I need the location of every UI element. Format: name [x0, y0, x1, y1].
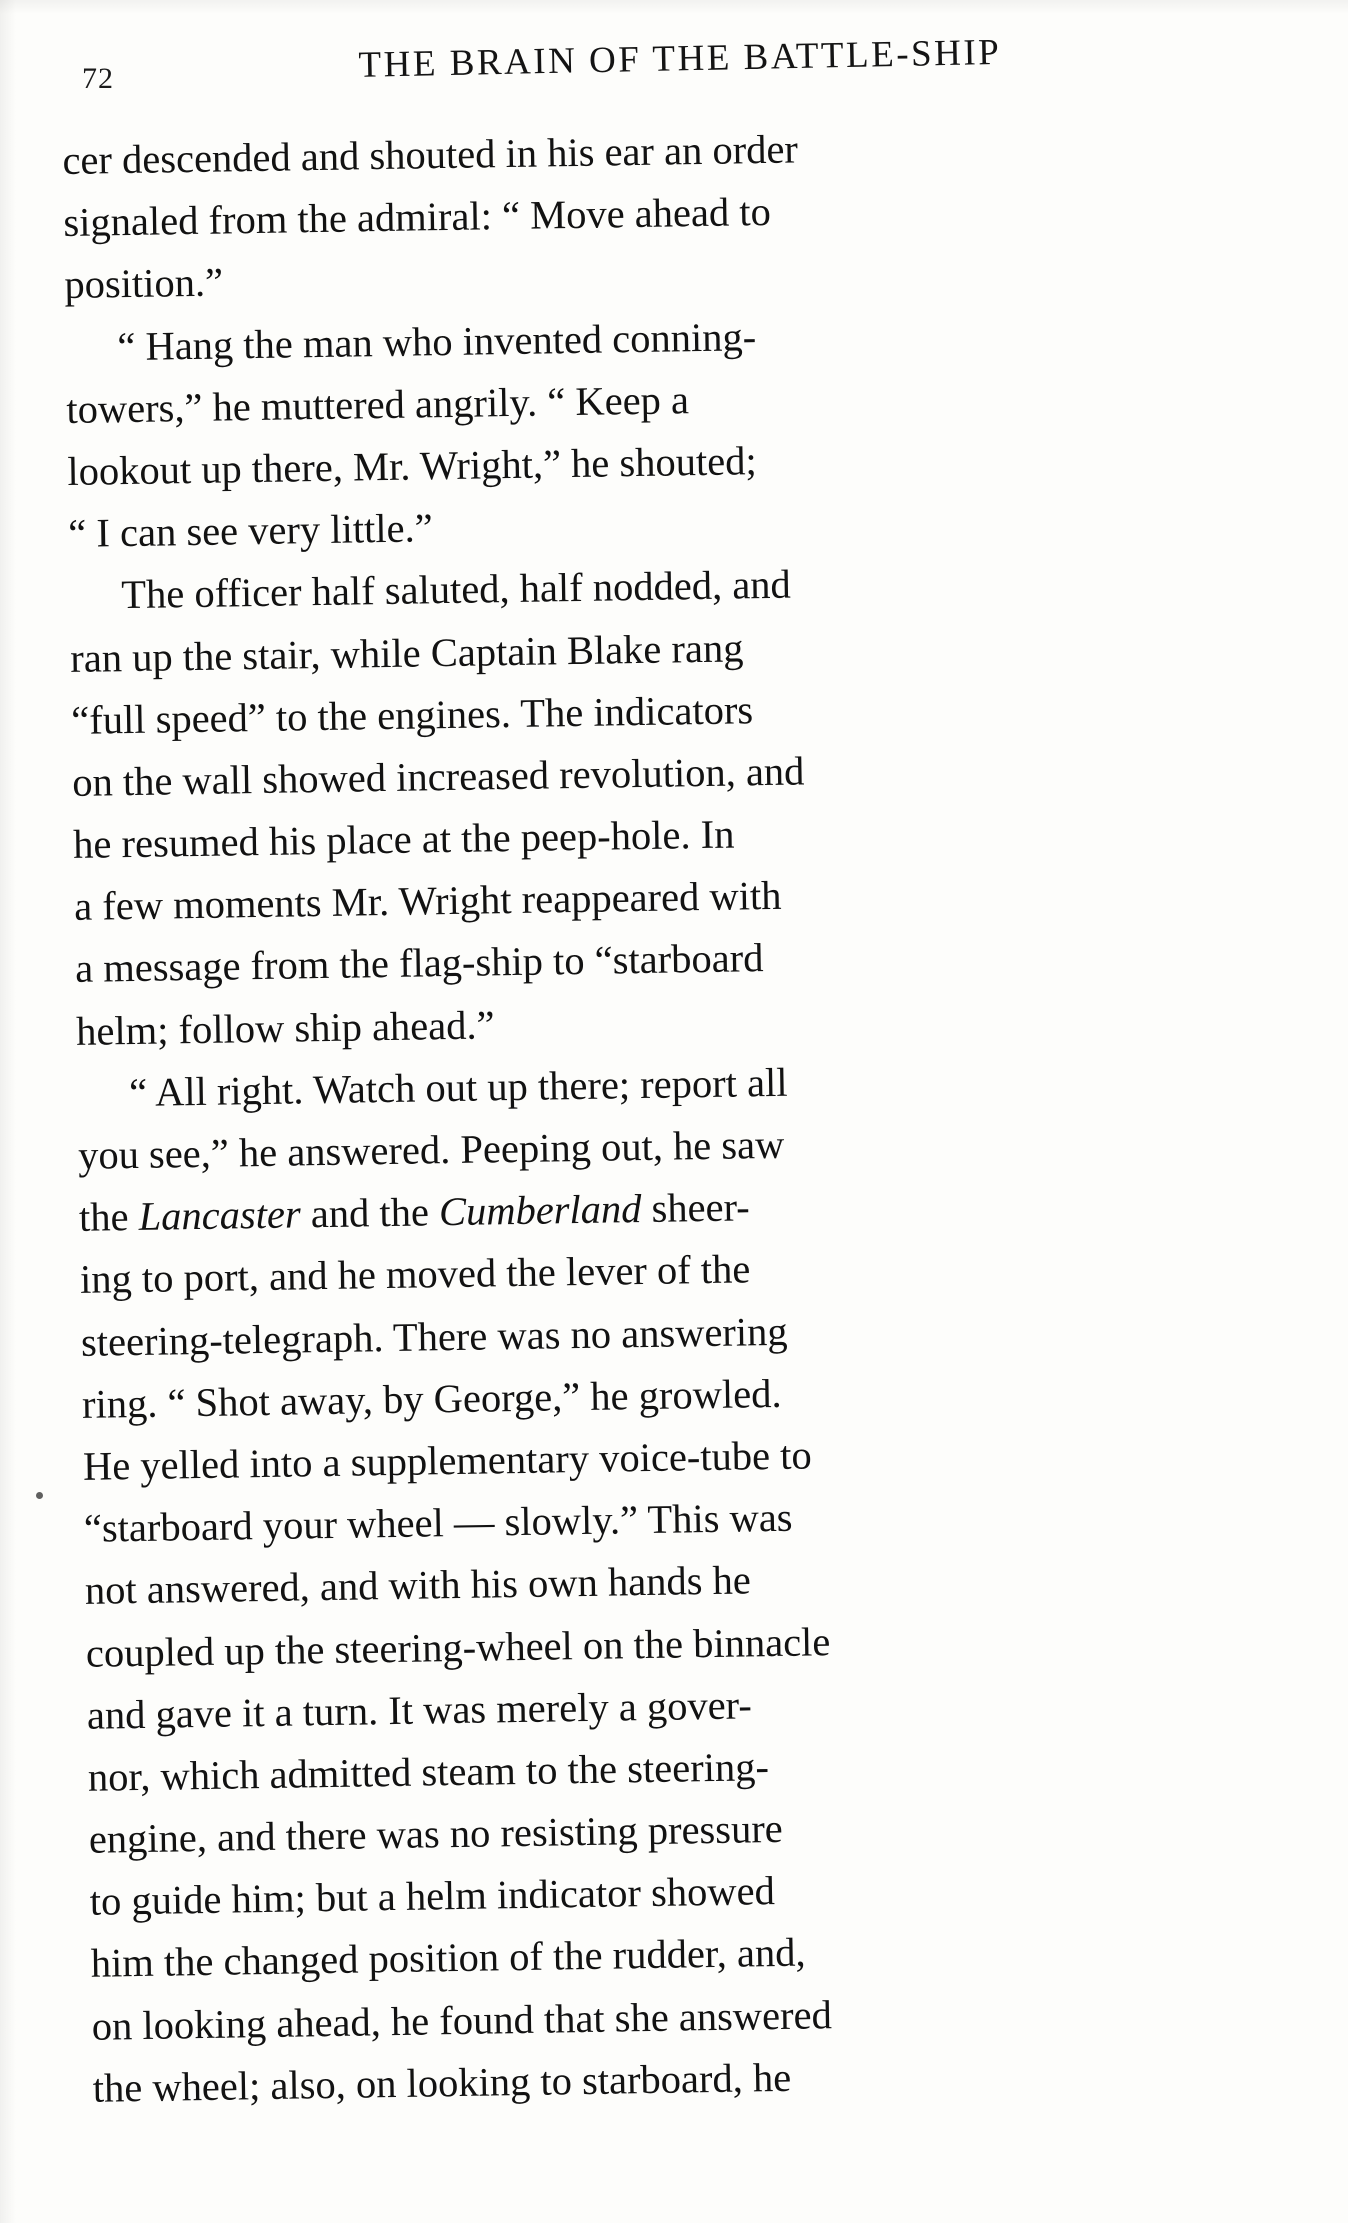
text-line: the wheel; also, on looking to starboard, he	[92, 2054, 792, 2111]
text-line: steering-telegraph. There was no answering	[80, 1308, 788, 1365]
text-line: signaled from the admiral: “ Move ahead to	[63, 189, 772, 246]
text-line: a message from the flag-ship to “starboard	[74, 935, 764, 992]
text-line: “ I can see very little.”	[67, 505, 433, 557]
text-line: ing to port, and he moved the lever of the	[79, 1246, 751, 1303]
text-line: cer descended and shouted in his ear an order	[62, 126, 799, 183]
ship-name-lancaster: Lancaster	[138, 1191, 302, 1240]
line-suffix: sheer-	[641, 1184, 751, 1232]
page-number: 72	[82, 62, 114, 95]
ship-name-cumberland: Cumberland	[438, 1186, 642, 1235]
text-line: The officer half saluted, half nodded, and	[120, 561, 792, 618]
text-line: “starboard your wheel — slowly.” This was	[83, 1494, 793, 1551]
text-line: a few moments Mr. Wright reappeared with	[73, 873, 782, 930]
scan-shadow-left	[0, 0, 16, 2223]
text-line: position.”	[64, 259, 224, 308]
text-line: he resumed his place at the peep-hole. In	[72, 811, 735, 867]
line-middle: and the	[300, 1189, 440, 1237]
text-line: “ Hang the man who invented conning-	[117, 313, 757, 369]
text-line: not answered, and with his own hands he	[84, 1557, 752, 1614]
text-line: ran up the stair, while Captain Blake rang	[69, 624, 744, 681]
page-body-text	[62, 111, 1323, 2120]
line-prefix: the	[78, 1194, 140, 1241]
text-line: towers,” he muttered angrily. “ Keep a	[66, 376, 690, 432]
text-line: coupled up the steering-wheel on the binnacle	[85, 1618, 831, 1676]
text-line: “ All right. Watch out up there; report all	[128, 1059, 788, 1115]
text-line: on looking ahead, he found that she answered	[91, 1991, 833, 2049]
running-head: THE BRAIN OF THE BATTLE-SHIP	[358, 31, 1002, 86]
text-line: engine, and there was no resisting pressure	[88, 1805, 784, 1862]
text-line: helm; follow ship ahead.”	[75, 1001, 495, 1054]
text-line: lookout up there, Mr. Wright,” he shouted;	[67, 438, 758, 494]
text-line: him the changed position of the rudder, and,	[90, 1929, 806, 1987]
text-line: nor, which admitted steam to the steering-	[87, 1743, 770, 1800]
ink-speck	[36, 1492, 43, 1499]
text-line: you see,” he answered. Peeping out, he saw	[77, 1121, 785, 1178]
text-line: ring. “ Shot away, by George,” he growled.	[81, 1370, 782, 1427]
text-line: “full speed” to the engines. The indicators	[70, 686, 754, 743]
text-line: He yelled into a supplementary voice-tube to	[82, 1432, 813, 1489]
text-line: and gave it a turn. It was merely a gover-	[86, 1682, 753, 1738]
text-line: to guide him; but a helm indicator showed	[89, 1868, 776, 1925]
page-header	[0, 28, 1348, 98]
text-line: on the wall showed increased revolution, and	[71, 748, 805, 805]
scan-shadow-top	[0, 0, 1348, 14]
